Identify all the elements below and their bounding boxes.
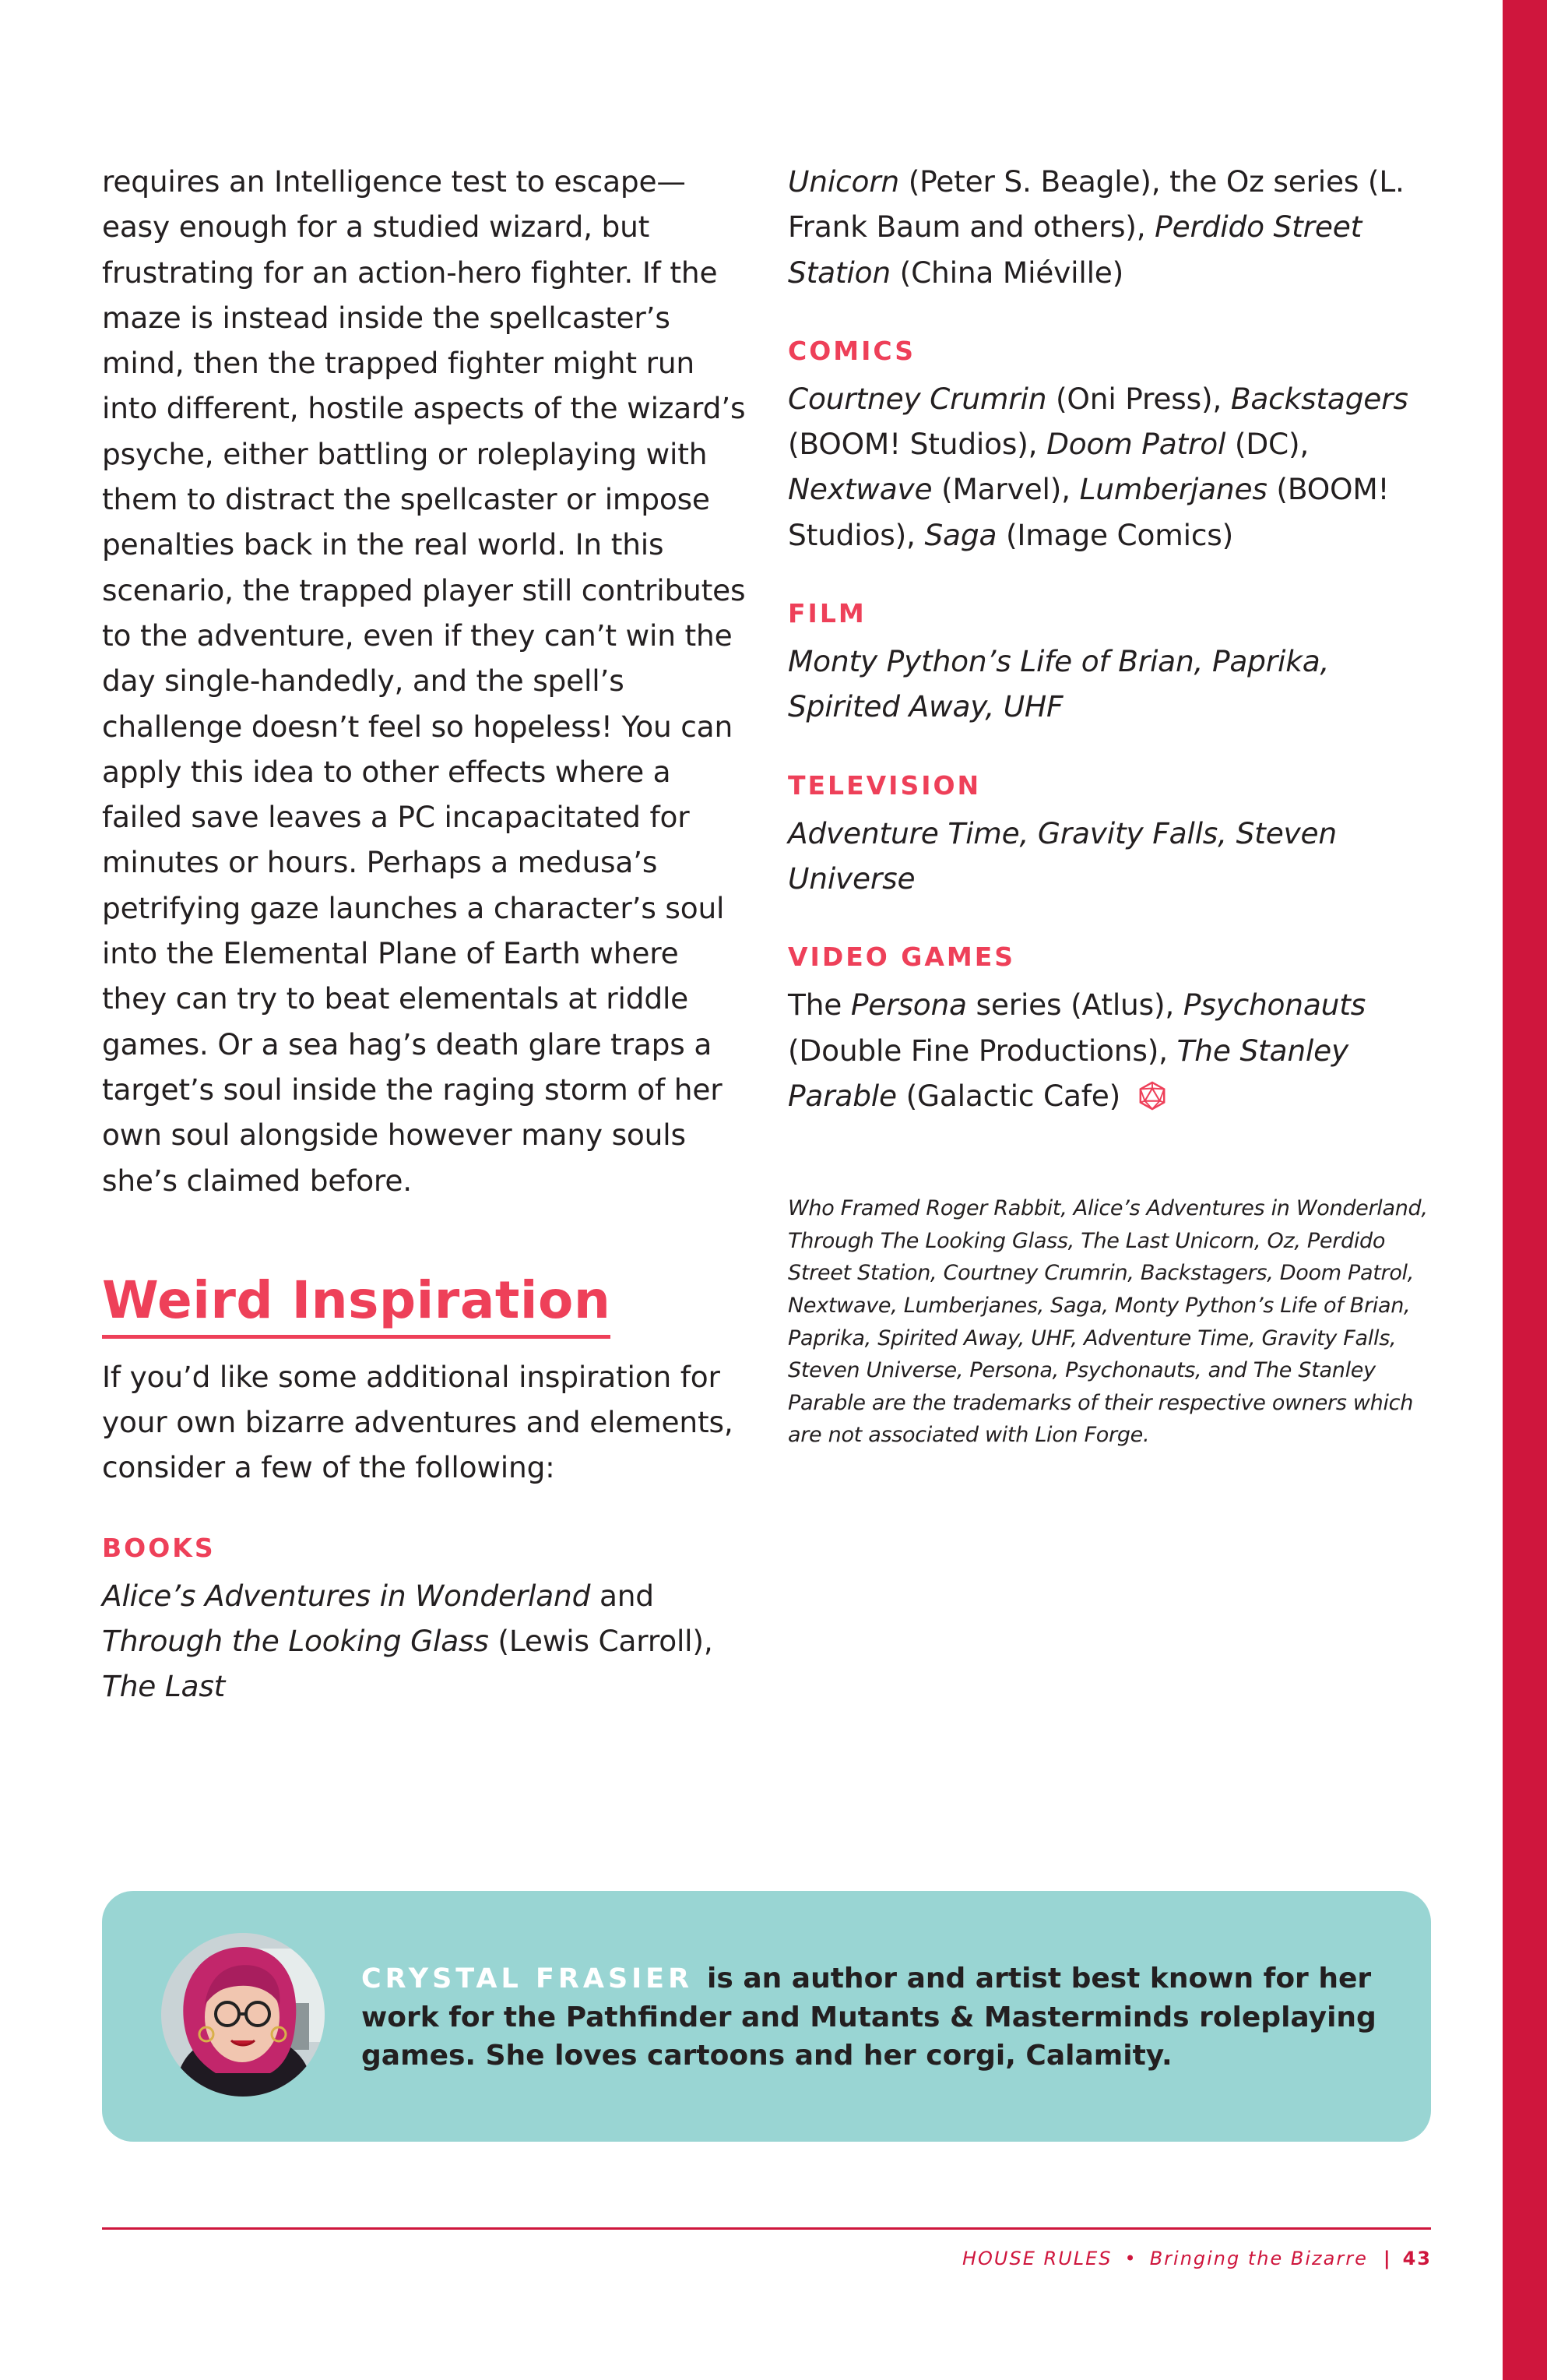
footer-separator: • <box>1124 2248 1137 2269</box>
left-column <box>102 159 748 1709</box>
comics-heading: COMICS <box>788 335 916 366</box>
footer-book-title: HOUSE RULES <box>962 2248 1113 2269</box>
books-heading: BOOKS <box>102 1532 216 1563</box>
book-title: Perdido Street Station <box>788 209 1362 290</box>
video-games-heading: VIDEO GAMES <box>788 942 1016 973</box>
footer-chapter-title: Bringing the Bizarre <box>1149 2248 1368 2269</box>
author-name: CRYSTAL FRASIER <box>361 1963 694 1994</box>
section-heading: Weird Inspiration <box>102 1269 610 1339</box>
comics-list: Courtney Crumrin (Oni Press), Backstagers (BOOM! Studios), Doom Patrol (DC), Nextwave (Marvel), Lumberjanes (BOOM! Studios), Saga (Image Comics) <box>788 381 1408 552</box>
section-intro: If you’d like some additional inspiration for your own bizarre adventures and elements, consider a few of the following: <box>102 1359 733 1485</box>
author-bio-box <box>102 1891 1431 2142</box>
page-number: 43 <box>1402 2248 1432 2269</box>
film-heading: FILM <box>788 598 867 629</box>
author-portrait-image <box>161 1933 325 2097</box>
books-list-continued: Unicorn (Peter S. Beagle), the Oz series (L. Frank Baum and others), Perdido Street Station (China Miéville) <box>788 164 1405 290</box>
author-bio <box>361 1959 1389 2075</box>
d20-icon <box>1137 1081 1167 1111</box>
page-edge-bar <box>1503 0 1547 2380</box>
footer-rule <box>102 2227 1431 2230</box>
right-column <box>788 159 1434 1452</box>
intro-paragraph: requires an Intelligence test to escape—easy enough for a studied wizard, but frustrating for an action-hero fighter. If the maze is instead inside the spellcaster’s mind, then the trapped fighter might run into different, hostile aspects of the wizard’s psyche, either battling or roleplaying with them to distract the spellcaster or impose penalties back in the real world. In this scenario, the trapped player still contributes to the adventure, even if they can’t win the day single-handedly, and the spell’s challenge doesn’t feel so hopeless! You can apply this idea to other effects where a failed save leaves a PC incapacitated for minutes or hours. Perhaps a medusa’s petrifying gaze launches a character’s soul into the Elemental Plane of Earth where they can try to beat elementals at riddle games. Or a sea hag’s death glare traps a target’s soul inside the raging storm of her own soul alongside however many souls she’s claimed before. <box>102 164 746 1198</box>
author-bio-text: is an author and artist best known for her work for the Pathfinder and Mutants & Masterminds roleplaying games. She loves cartoons and her corgi, Calamity. <box>361 1963 1376 2072</box>
video-games-list: The Persona series (Atlus), Psychonauts (Double Fine Productions), The Stanley Parable (Galactic Cafe) <box>788 988 1366 1113</box>
author-avatar <box>161 1933 325 2097</box>
running-footer <box>962 2243 1432 2274</box>
trademark-notice: Who Framed Roger Rabbit, Alice’s Adventures in Wonderland, Through The Looking Glass, The Last Unicorn, Oz, Perdido Street Station, Courtney Crumrin, Backstagers, Doom Patrol, Nextwave, Lumberjanes, Saga, Monty Python’s Life of Brian, Paprika, Spirited Away, UHF, Adventure Time, Gravity Falls, Steven Universe, Persona, Psychonauts, and The Stanley Parable are the trademarks of their respective owners which are not associated with Lion Forge. <box>788 1196 1428 1448</box>
book-title: Alice’s Adventures in Wonderland <box>102 1578 591 1613</box>
book-title: Through the Looking Glass <box>102 1624 489 1659</box>
film-list: Monty Python’s Life of Brian, Paprika, Spirited Away, UHF <box>788 644 1330 724</box>
book-title: The Last <box>102 1669 226 1704</box>
book-title: Unicorn <box>788 164 899 199</box>
television-list: Adventure Time, Gravity Falls, Steven Universe <box>788 815 1337 896</box>
books-list: Alice’s Adventures in Wonderland and Through the Looking Glass (Lewis Carroll), The Last <box>102 1578 713 1704</box>
television-heading: TELEVISION <box>788 769 982 801</box>
footer-pipe: | <box>1383 2248 1392 2269</box>
